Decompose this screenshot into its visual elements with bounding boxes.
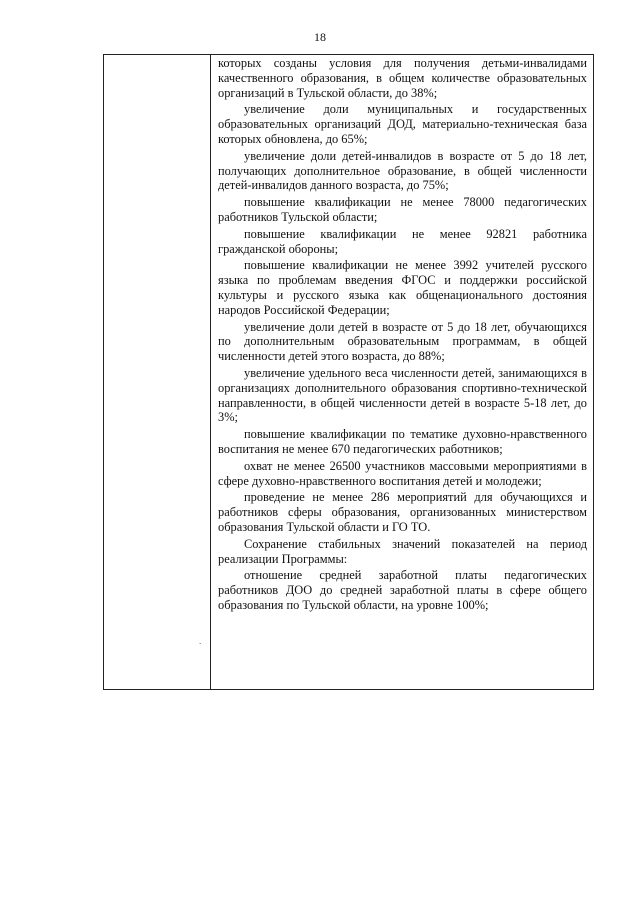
paragraph: которых созданы условия для получения детьми-инвалидами качественного образования, в общем количестве образовательных организаций в Тульской области, до 38%; (218, 56, 587, 100)
paragraph: повышение квалификации не менее 3992 учителей русского языка по проблемам введения ФГОС и поддержки российской культуры и русского языка как общенационального достояния народов Российской Федерации; (218, 258, 587, 317)
paragraph: увеличение доли детей в возрасте от 5 до 18 лет, обучающихся по дополнительным образовательным программам, в общей численности детей этого возраста, до 88%; (218, 319, 587, 364)
paragraph: отношение средней заработной платы педагогических работников ДОО до средней заработной платы в сфере общего образования по Тульской области, на уровне 100%; (218, 568, 587, 612)
paragraph: повышение квалификации не менее 92821 работника гражданской обороны; (218, 226, 587, 256)
paragraph: увеличение доли муниципальных и государственных образовательных организаций ДОД, материально-техническая база которых обновлена, до 65%; (218, 102, 587, 146)
paragraph: увеличение удельного веса численности детей, занимающихся в организациях дополнительного образования спортивно-технической направленности, в общей численности детей в возрасте 5-18 лет, до 3%; (218, 365, 587, 425)
scan-mark: . (199, 636, 202, 646)
paragraph: проведение не менее 286 мероприятий для обучающихся и работников сферы образования, организованных министерством образования Тульской области и ГО ТО. (218, 490, 587, 534)
table-content-cell (218, 56, 587, 615)
page-number: 18 (314, 30, 326, 44)
paragraph: охват не менее 26500 участников массовыми мероприятиями в сфере духовно-нравственного воспитания детей и молодежи; (218, 458, 587, 488)
paragraph: Сохранение стабильных значений показателей на период реализации Программы: (218, 536, 587, 566)
column-divider (210, 54, 211, 690)
paragraph: повышение квалификации по тематике духовно-нравственного воспитания не менее 670 педагогических работников; (218, 427, 587, 456)
paragraph: увеличение доли детей-инвалидов в возрасте от 5 до 18 лет, получающих дополнительное образование, в общей численности детей-инвалидов данного возраста, до 75%; (218, 148, 587, 193)
paragraph: повышение квалификации не менее 78000 педагогических работников Тульской области; (218, 195, 587, 224)
